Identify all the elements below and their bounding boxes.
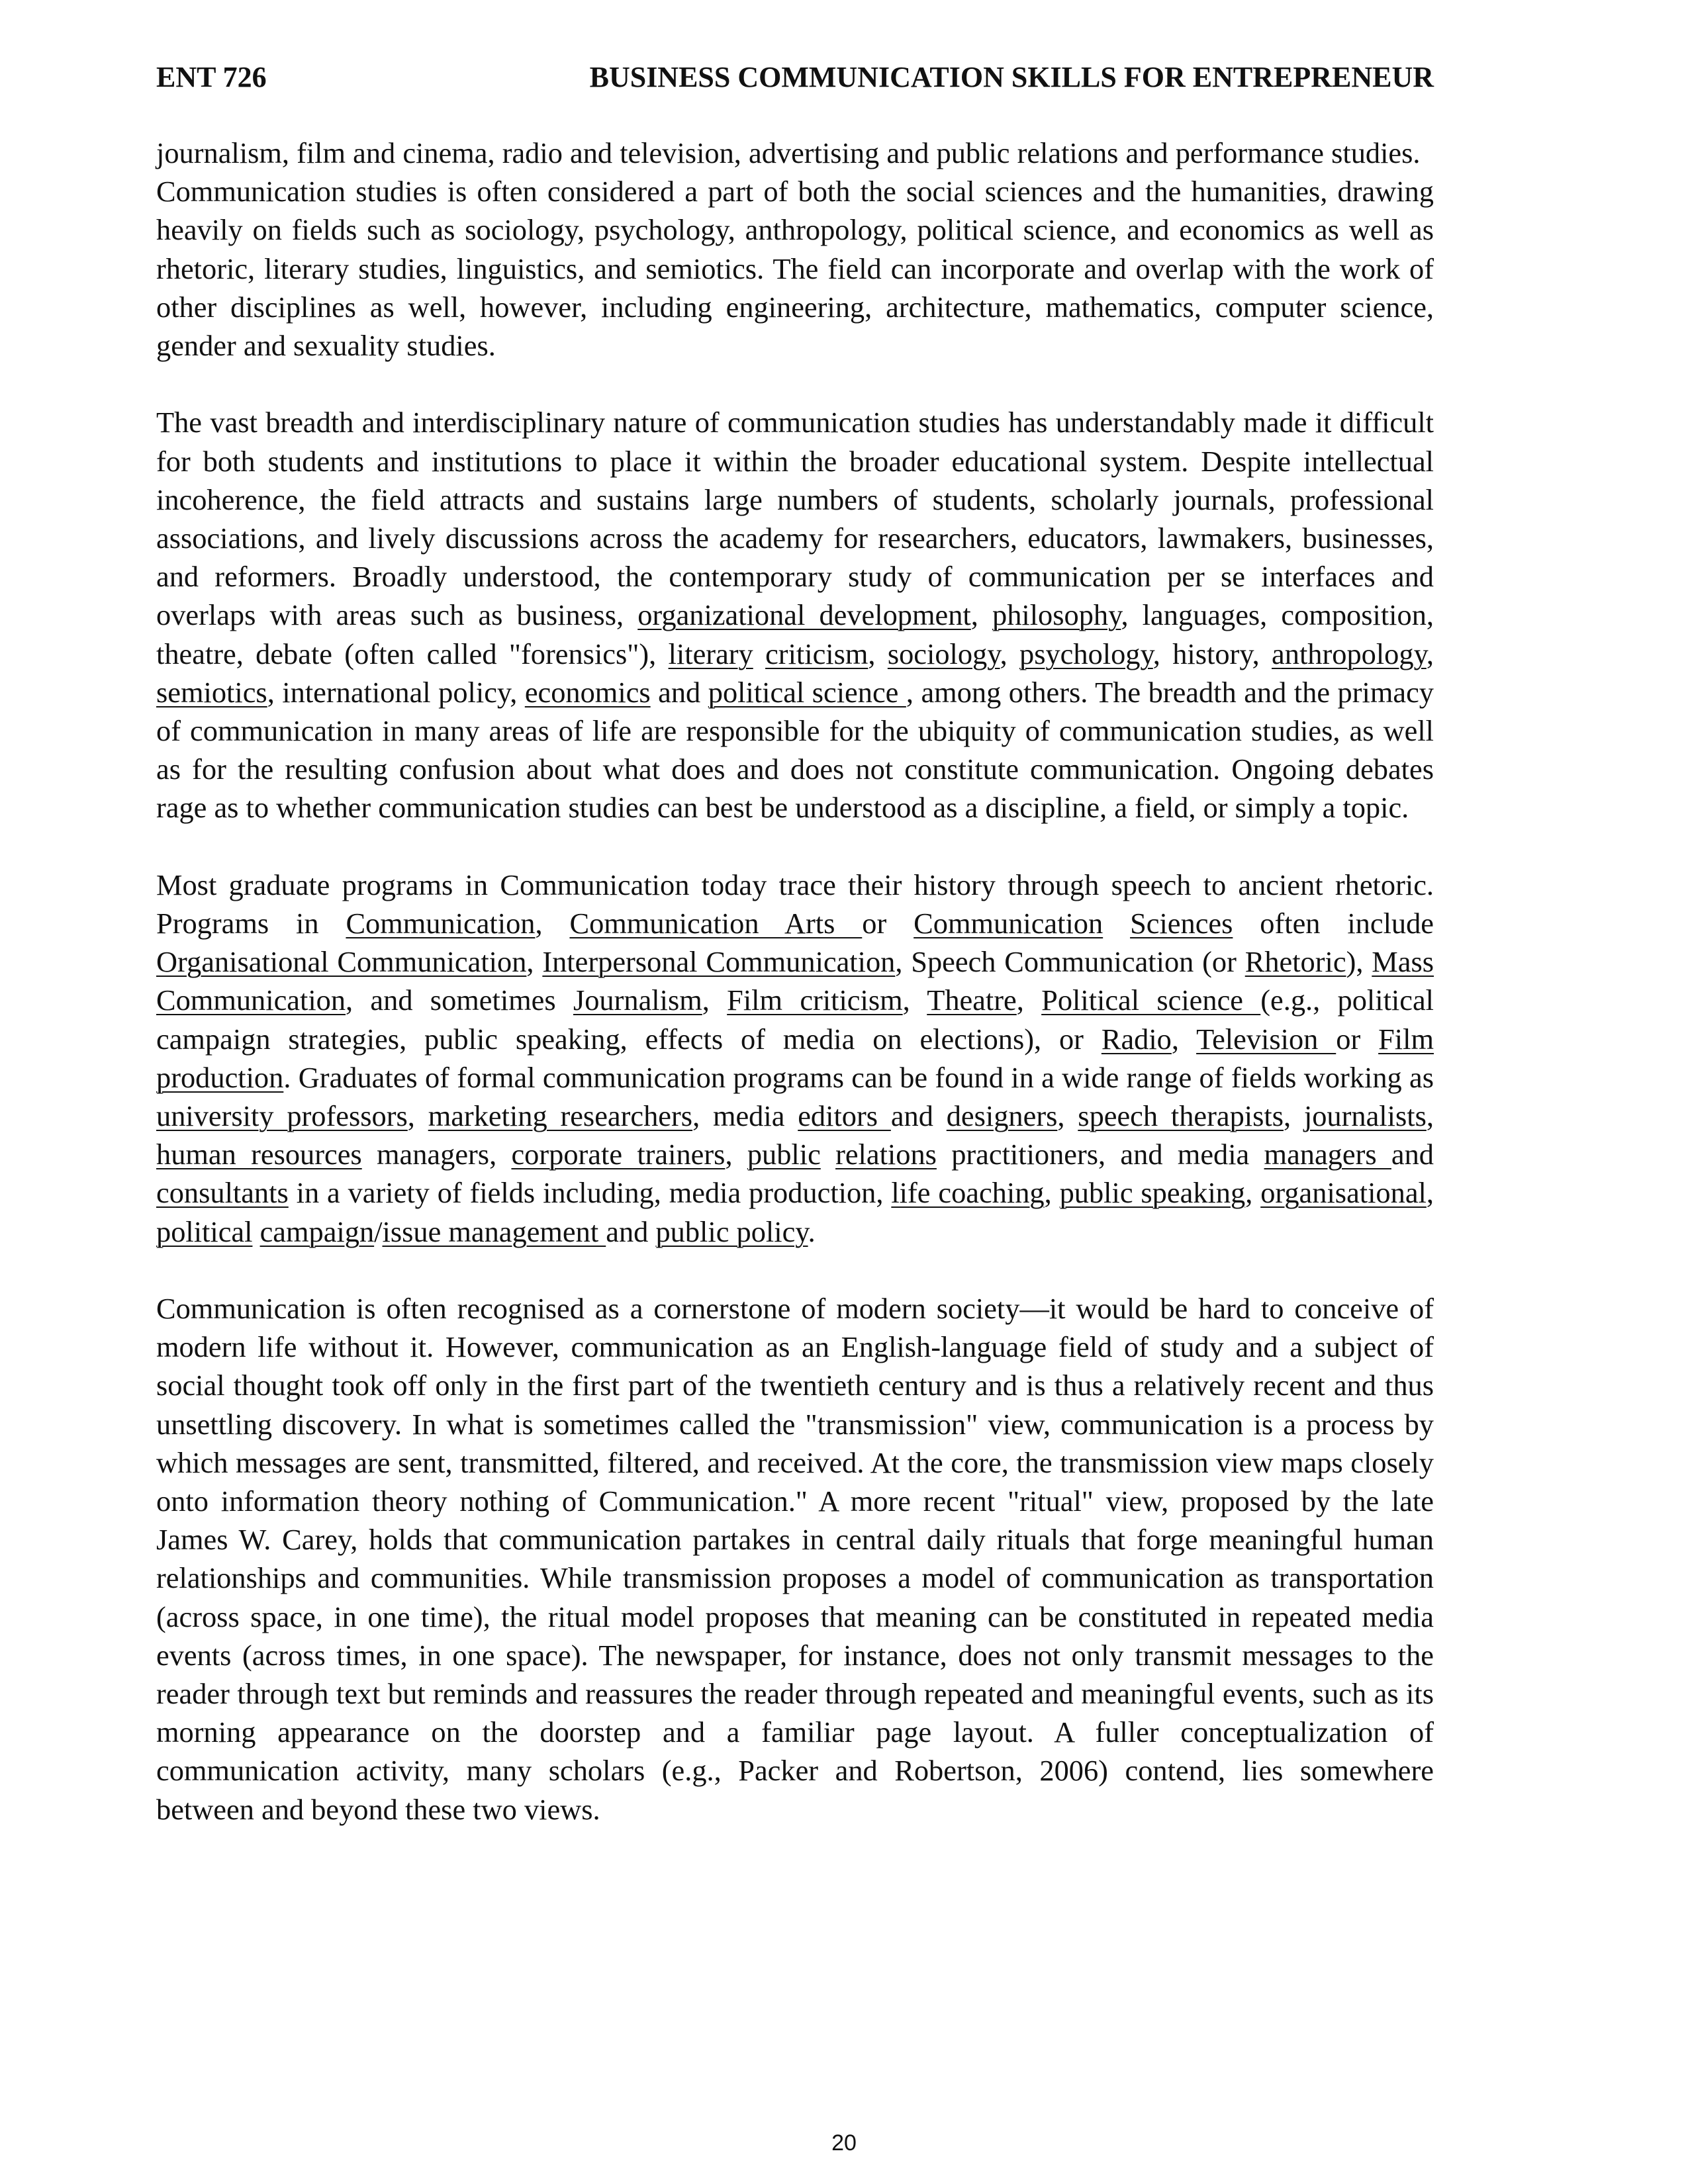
body-text (156, 134, 1434, 1829)
paragraph-text: , (970, 598, 992, 632)
paragraph-text: and (650, 675, 708, 709)
text-link[interactable]: university professors (156, 1099, 408, 1133)
page-header (156, 61, 1434, 101)
text-link[interactable]: Television (1196, 1022, 1336, 1056)
text-link[interactable]: Sciences (1130, 907, 1233, 940)
paragraph-text: , (868, 637, 888, 670)
text-link[interactable]: consultants (156, 1176, 289, 1210)
paragraph-text: journalism, film and cinema, radio and television, advertising and public relations and performance studies. (156, 136, 1421, 169)
text-link[interactable]: semiotics (156, 675, 267, 709)
paragraph-text: in a variety of fields including, media production, (288, 1176, 892, 1210)
paragraph-text: or (862, 907, 914, 940)
text-link[interactable]: managers (1264, 1138, 1391, 1171)
text-link[interactable]: journalists (1303, 1099, 1427, 1133)
text-link[interactable]: Mass Communication (156, 945, 1434, 1017)
text-link[interactable]: criticism (765, 637, 868, 670)
text-link[interactable]: Journalism (573, 983, 702, 1017)
paragraph-text (1103, 907, 1130, 940)
text-link[interactable]: political science (708, 675, 906, 709)
text-link[interactable]: Radio (1101, 1022, 1172, 1056)
paragraph-text: , Speech Communication (or (895, 945, 1245, 979)
text-link[interactable]: corporate trainers (511, 1138, 726, 1171)
text-link[interactable]: Film criticism (727, 983, 903, 1017)
paragraph (156, 866, 1434, 1251)
page-number: 20 (831, 2130, 857, 2156)
text-link[interactable]: literary (668, 637, 753, 670)
text-link[interactable]: Communication Arts (569, 907, 863, 940)
text-link[interactable]: relations (835, 1138, 937, 1171)
text-link[interactable]: psychology (1019, 637, 1153, 670)
paragraph-text (821, 1138, 835, 1171)
paragraph-text: , (1044, 1176, 1060, 1210)
text-link[interactable]: sociology (887, 637, 1000, 670)
text-link[interactable]: designers (946, 1099, 1058, 1133)
paragraph-text: , (526, 945, 543, 979)
paragraph-text: , media (692, 1099, 798, 1133)
paragraph-text: , (1016, 983, 1042, 1017)
course-code: ENT 726 (156, 61, 267, 93)
paragraph-text: , (1426, 637, 1434, 670)
paragraph-text: , (1284, 1099, 1304, 1133)
course-title: BUSINESS COMMUNICATION SKILLS FOR ENTREPRENEUR (589, 61, 1434, 93)
paragraph-text: ), (1346, 945, 1372, 979)
text-link[interactable]: human resources (156, 1138, 362, 1171)
text-link[interactable]: organisational (1260, 1176, 1427, 1210)
paragraph-text: . (808, 1214, 816, 1248)
paragraph (156, 403, 1434, 827)
paragraph-text: , (535, 907, 570, 940)
paragraph-text: (e.g., political campaign strategies, public speaking, effects of media on elections), or (156, 983, 1434, 1056)
paragraph-text: , (1057, 1099, 1078, 1133)
text-link[interactable]: political (156, 1214, 253, 1248)
paragraph-text: and (606, 1214, 656, 1248)
text-link[interactable]: issue management (382, 1214, 606, 1248)
paragraph-text (252, 1215, 259, 1248)
text-link[interactable]: editors (798, 1099, 891, 1133)
paragraph-text: and (1391, 1138, 1434, 1171)
text-link[interactable]: Rhetoric (1244, 945, 1346, 979)
text-link[interactable]: life coaching (891, 1176, 1045, 1210)
text-link[interactable]: public policy (655, 1214, 808, 1248)
paragraph-text: The vast breadth and interdisciplinary nature of communication studies has understandably made it difficult for both students and institutions to place it within the broader educational system. Despite intellectual incoherence, the field attracts and sustains large numbers of students, scholarly journals, professional associations, and lively discussions across the academy for researchers, educators, lawmakers, businesses, and reformers. Broadly understood, the contemporary study of communication per se interfaces and overlaps with areas such as business, (156, 406, 1434, 632)
text-link[interactable]: Communication (914, 907, 1103, 940)
paragraph (156, 172, 1434, 365)
paragraph-text: , history, (1152, 637, 1272, 670)
paragraph-text: , languages, composition, theatre, debate (often called "forensics"), (156, 598, 1434, 670)
text-link[interactable]: marketing researchers (428, 1099, 693, 1133)
text-link[interactable]: organizational development (637, 598, 971, 632)
paragraph-text: Most graduate programs in Communication today trace their history through speech to ancient rhetoric. Programs in (156, 868, 1434, 940)
paragraph-text: , (902, 983, 927, 1017)
paragraph-text: managers, (361, 1138, 512, 1171)
paragraph-text: often include (1233, 907, 1434, 940)
text-link[interactable]: public (747, 1138, 821, 1171)
paragraph-text: , (702, 983, 727, 1017)
paragraph-text: and (890, 1099, 947, 1133)
paragraph-text: , (1426, 1099, 1434, 1133)
text-link[interactable]: philosophy (992, 598, 1121, 632)
text-link[interactable]: economics (524, 675, 651, 709)
paragraph-text: , and sometimes (346, 983, 573, 1017)
paragraph-text: or (1336, 1022, 1379, 1056)
text-link[interactable]: Organisational Communication (156, 945, 527, 979)
text-link[interactable]: speech therapists (1078, 1099, 1284, 1133)
text-link[interactable]: Theatre (927, 983, 1017, 1017)
paragraph-text: , (407, 1099, 428, 1133)
paragraph-text: . Graduates of formal communication programs can be found in a wide range of fields working as (283, 1060, 1434, 1094)
paragraph-text: Communication studies is often considered a part of both the social sciences and the humanities, drawing heavily on fields such as sociology, psychology, anthropology, political science, and economics as well as rhetoric, literary studies, linguistics, and semiotics. The field can incorporate and overlap with the work of other disciplines as well, however, including engineering, architecture, mathematics, computer science, gender and sexuality studies. (156, 175, 1434, 363)
text-link[interactable]: Film production (156, 1022, 1434, 1094)
paragraph-text (753, 637, 765, 670)
paragraph (156, 134, 1434, 172)
paragraph-text: , (1245, 1176, 1261, 1210)
text-link[interactable]: Political science (1041, 983, 1261, 1017)
text-link[interactable]: anthropology (1272, 637, 1427, 670)
paragraph (156, 1289, 1434, 1829)
text-link[interactable]: public speaking (1059, 1176, 1246, 1210)
text-link[interactable]: Interpersonal Communication (542, 945, 896, 979)
paragraph-text: , among others. The breadth and the primacy of communication in many areas of life are responsible for the ubiquity of communication studies, as well as for the resulting confusion about what does and does not constitute communication. Ongoing debates rage as to whether communication studies can best be understood as a discipline, a field, or simply a topic. (156, 675, 1434, 825)
text-link[interactable]: Communication (346, 907, 536, 940)
paragraph-text: practitioners, and media (936, 1138, 1264, 1171)
paragraph-text: , (1000, 637, 1019, 670)
paragraph-text: , (725, 1138, 747, 1171)
paragraph-text: , (1171, 1022, 1197, 1056)
paragraph-text: Communication is often recognised as a cornerstone of modern society—it would be hard to conceive of modern life without it. However, communication as an English-language field of study and a subject of social thought took off only in the first part of the twentieth century and is thus a relatively recent and thus unsettling discovery. In what is sometimes called the "transmission" view, communication is a process by which messages are sent, transmitted, filtered, and received. At the core, the transmission view maps closely onto information theory nothing of Communication." A more recent "ritual" view, proposed by the late James W. Carey, holds that communication partakes in central daily rituals that forge meaningful human relationships and communities. While transmission proposes a model of communication as transportation (across space, in one time), the ritual model proposes that meaning can be constituted in repeated media events (across times, in one space). The newspaper, for instance, does not only transmit messages to the reader through text but reminds and reassures the reader through repeated and meaningful events, such as its morning appearance on the doorstep and a familiar page layout. A fuller conceptualization of communication activity, many scholars (e.g., Packer and Robertson, 2006) contend, lies somewhere between and beyond these two views. (156, 1292, 1434, 1826)
text-link[interactable]: campaign (259, 1214, 375, 1248)
paragraph-text: / (374, 1214, 383, 1248)
paragraph-text: , (1426, 1176, 1434, 1210)
paragraph-text: , international policy, (267, 675, 525, 709)
